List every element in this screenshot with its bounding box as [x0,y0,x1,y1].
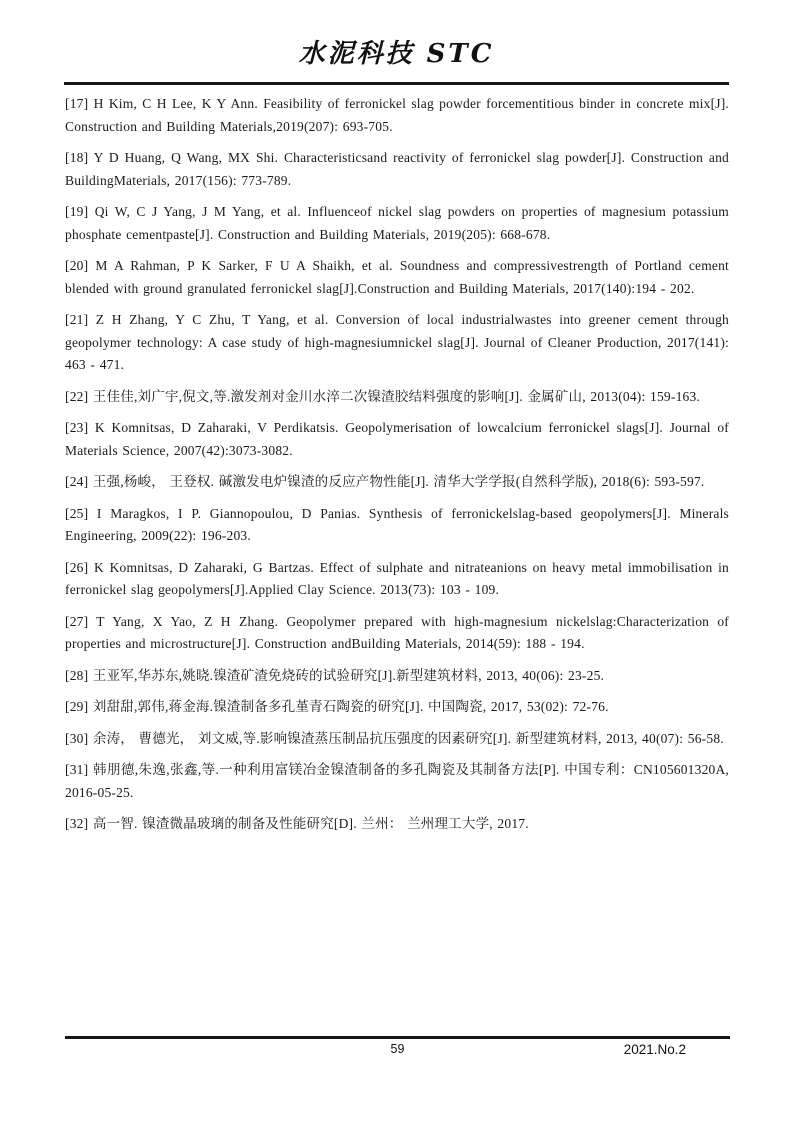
reference-item-28: [28] 王亚军,华苏东,姚晓.镍渣矿渣免烧砖的试验研究[J].新型建筑材料, 2013, 40(06): 23-25. [65,667,605,683]
references-list [65,93,729,836]
reference-item-24: [24] 王强,杨峻， 王登权. 碱激发电炉镍渣的反应产物性能[J]. 清华大学学报(自然科学版), 2018(6): 593-597. [65,474,705,489]
page-header [0,0,793,85]
reference-item-29: [29] 刘甜甜,郭伟,蒋金海.镍渣制备多孔堇青石陶瓷的研究[J]. 中国陶瓷, 2017, 53(02): 72-76. [65,699,609,714]
reference-item-26: [26] K Komnitsas, D Zaharaki, G Bartzas. Effect of sulphate and nitrateanions on heavy metal immobilisation in ferronickel slag geopolymers[J].Applied Clay Science. 2013(73): 103 - 109. [65,559,729,597]
reference-item-31: [31] 韩朋德,朱逸,张鑫,等.一种利用富镁冶金镍渣制备的多孔陶瓷及其制备方法[P]. 中国专利：CN105601320A, 2016-05-25. [65,762,729,800]
reference-item-19: [19] Qi W, C J Yang, J M Yang, et al. Influenceof nickel slag powders on properties of magnesium potassium phosphate cementpaste[J]. Construction and Building Materials, 2019(205): 668-678. [65,204,729,242]
reference-item-22: [22] 王佳佳,刘广宇,倪文,等.激发剂对金川水淬二次镍渣胶结料强度的影响[J]. 金属矿山, 2013(04): 159-163. [65,388,700,404]
journal-title: 水泥科技 STC [298,39,495,69]
footer-row [65,1042,730,1057]
reference-item-30: [30] 余涛， 曹德光， 刘文威,等.影响镍渣蒸压制品抗压强度的因素研究[J]. 新型建筑材料, 2013, 40(07): 56-58. [65,730,724,746]
header-rule [64,82,729,85]
reference-item-27: [27] T Yang, X Yao, Z H Zhang. Geopolymer prepared with high-magnesium nickelslag:Characterization of properties and microstructure[J]. Construction andBuilding Materials, 2014(59): 188 - 194. [65,613,729,651]
reference-item-23: [23] K Komnitsas, D Zaharaki, V Perdikatsis. Geopolymerisation of lowcalcium ferronickel slags[J]. Journal of Materials Science, 2007(42):3073-3082. [65,420,729,458]
reference-item-17: [17] H Kim, C H Lee, K Y Ann. Feasibility of ferronickel slag powder forcementitious binder in concrete mix[J]. Construction and Building Materials,2019(207): 693-705. [65,96,729,134]
issue-label: 2021.No.2 [623,1041,686,1057]
reference-item-25: [25] I Maragkos, I P. Giannopoulou, D Panias. Synthesis of ferronickelslag-based geopolymers[J]. Minerals Engineering, 2009(22): 196-203. [65,505,729,543]
reference-item-18: [18] Y D Huang, Q Wang, MX Shi. Characteristicsand reactivity of ferronickel slag powder[J]. Construction and BuildingMaterials, 2017(156): 773-789. [65,150,729,188]
page-footer [65,1036,730,1057]
reference-item-20: [20] M A Rahman, P K Sarker, F U A Shaikh, et al. Soundness and compressivestrength of Portland cement blended with ground granulated ferronickel slag[J].Construction and Building Materials, 2017(140):194 - 202. [65,258,729,296]
reference-item-21: [21] Z H Zhang, Y C Zhu, T Yang, et al. Conversion of local industrialwastes into greener cement through geopolymer technology: A case study of high-magnesiumnickel slag[J]. Journal of Cleaner Production, 2017(141): 463 - 471. [65,312,729,372]
page-number: 59 [390,1041,405,1056]
footer-rule [65,1036,730,1039]
reference-item-32: [32] 高一智. 镍渣微晶玻璃的制备及性能研究[D]. 兰州： 兰州理工大学, 2017. [65,816,529,831]
